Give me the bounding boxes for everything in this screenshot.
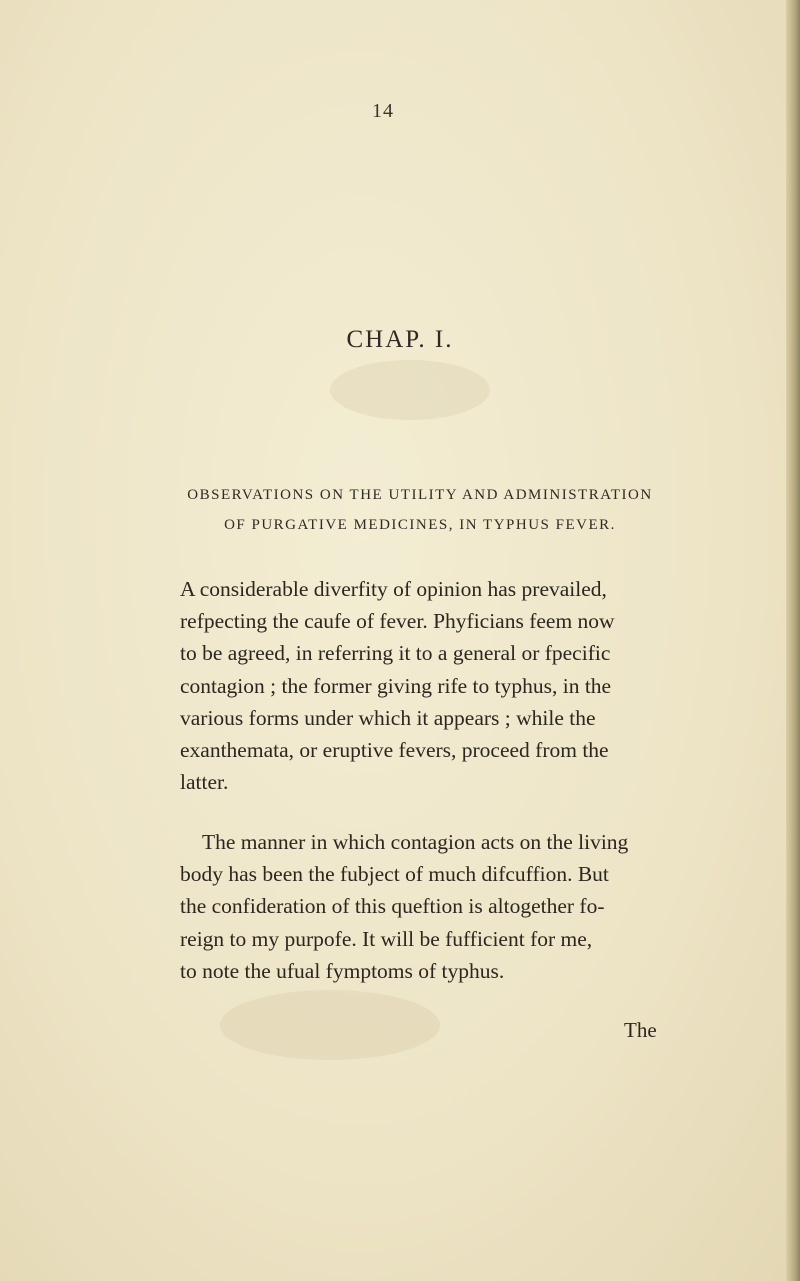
text-line: to be agreed, in referring it to a general or fpecific <box>180 641 611 666</box>
chapter-subtitle <box>150 480 690 540</box>
paragraph-2 <box>180 826 665 987</box>
text-line: various forms under which it appears ; while the <box>180 705 596 730</box>
text-line: the confideration of this queftion is altogether fo- <box>180 894 605 919</box>
text-line: A considerable diverfity of opinion has prevailed, <box>180 577 607 601</box>
text-line: to note the ufual fymptoms of typhus. <box>180 958 505 983</box>
text-line: body has been the fubject of much difcuffion. But <box>180 862 609 887</box>
catchword: The <box>624 1018 657 1042</box>
subtitle-line: OF PURGATIVE MEDICINES, IN TYPHUS FEVER. <box>224 517 616 533</box>
chapter-heading: CHAP. I. <box>346 326 454 353</box>
text-line: reign to my purpofe. It will be fufficient for me, <box>180 926 593 951</box>
page-number: 14 <box>372 100 394 122</box>
text-line: The manner in which contagion acts on the living <box>202 830 629 854</box>
paragraph-1 <box>180 573 665 798</box>
text-line: refpecting the caufe of fever. Phyficians feem now <box>180 609 615 634</box>
text-line: latter. <box>180 770 229 795</box>
subtitle-line: OBSERVATIONS ON THE UTILITY AND ADMINISTRATION <box>187 487 653 503</box>
paper-stain <box>220 990 440 1060</box>
paper-stain <box>330 360 490 420</box>
page-edge <box>786 0 800 1281</box>
text-line: exanthemata, or eruptive fevers, proceed from the <box>180 738 609 763</box>
text-line: contagion ; the former giving rife to typhus, in the <box>180 673 612 698</box>
